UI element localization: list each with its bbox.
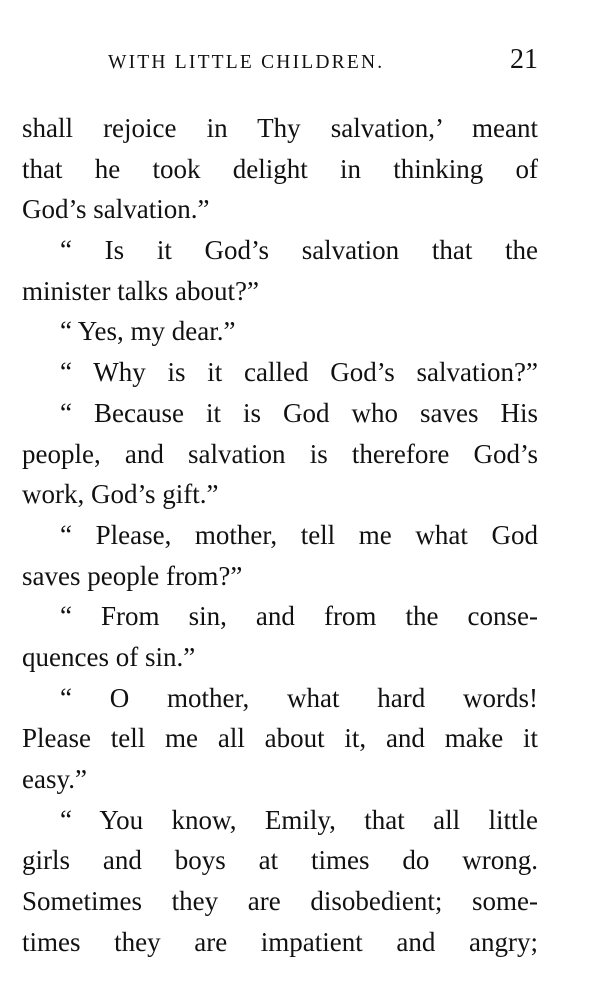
text-line: that he took delight in thinking of bbox=[22, 153, 538, 184]
text-line: saves people from?” bbox=[22, 560, 243, 591]
page-number: 21 bbox=[510, 44, 538, 75]
text-line: “ Why is it called God’s salvation?” bbox=[60, 357, 538, 388]
text-line: God’s salvation.” bbox=[22, 194, 210, 225]
text-line: “ Because it is God who saves His bbox=[60, 397, 538, 428]
text-line: “ Yes, my dear.” bbox=[60, 316, 236, 347]
text-line: “ You know, Emily, that all little bbox=[60, 804, 538, 835]
text-line: girls and boys at times do wrong. bbox=[22, 845, 538, 876]
text-line: quences of sin.” bbox=[22, 641, 196, 672]
body-text bbox=[22, 108, 538, 962]
text-line: “ O mother, what hard words! bbox=[60, 682, 538, 713]
text-line: Sometimes they are disobedient; some- bbox=[22, 886, 538, 917]
text-line: shall rejoice in Thy salvation,’ meant bbox=[22, 113, 538, 143]
running-head bbox=[20, 44, 538, 84]
text-line: “ From sin, and from the conse- bbox=[60, 601, 538, 632]
text-line: “ Please, mother, tell me what God bbox=[60, 519, 538, 550]
text-line: people, and salvation is therefore God’s bbox=[22, 438, 538, 469]
text-line: “ Is it God’s salvation that the bbox=[60, 235, 538, 266]
text-line: times they are impatient and angry; bbox=[22, 926, 538, 957]
text-line: easy.” bbox=[22, 764, 87, 794]
text-line: work, God’s gift.” bbox=[22, 479, 219, 510]
running-title: WITH LITTLE CHILDREN. bbox=[108, 52, 385, 73]
text-line: minister talks about?” bbox=[22, 275, 259, 306]
text-line: Please tell me all about it, and make it bbox=[22, 723, 538, 754]
